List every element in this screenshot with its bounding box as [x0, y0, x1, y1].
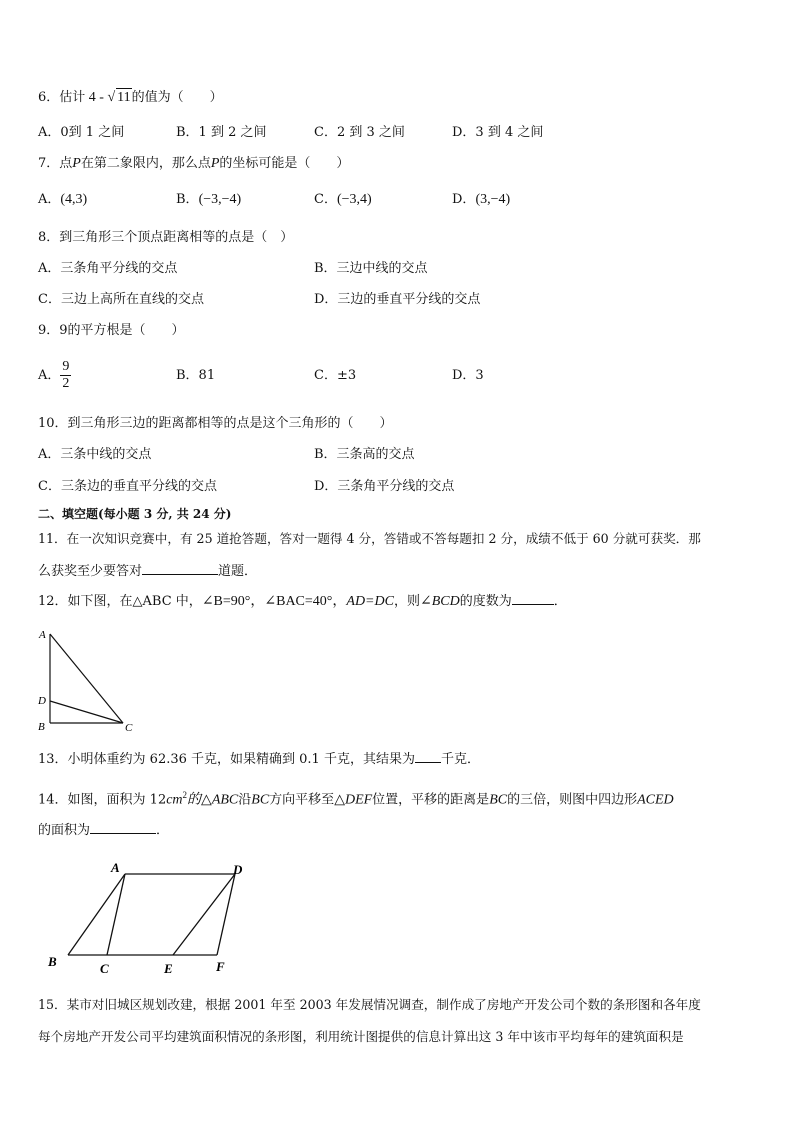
q6-stem-end: 的值为（ ） — [131, 90, 223, 105]
q14-label-b: B — [48, 954, 57, 969]
q6-option-d[interactable]: D．3 到 4 之间 — [452, 125, 544, 140]
q7-option-d[interactable]: D．(3,−4) — [452, 192, 511, 207]
q6-option-b[interactable]: B．1 到 2 之间 — [176, 125, 267, 140]
q7-option-c[interactable]: C．(−3,4) — [314, 192, 372, 207]
q8-option-c[interactable]: C．三边上高所在直线的交点 — [38, 292, 204, 307]
q8-option-b[interactable]: B．三边中线的交点 — [314, 261, 428, 276]
q12-answer-blank[interactable] — [512, 592, 554, 605]
q14-label-a: A — [111, 860, 120, 875]
q14-label-f: F — [216, 959, 225, 974]
q7-option-b[interactable]: B．(−3,−4) — [176, 192, 242, 207]
q6-option-c[interactable]: C．2 到 3 之间 — [314, 125, 405, 140]
q13-answer-blank[interactable] — [415, 750, 441, 763]
question-15-line2: 每个房地产开发公司平均建筑面积情况的条形图，利用统计图提供的信息计算出这 3 年中该市平均每年的建筑面积是 — [38, 1029, 684, 1044]
q9-option-a[interactable]: A． $\frac{9}{2}$ — [38, 359, 70, 391]
q10-option-c[interactable]: C．三条边的垂直平分线的交点 — [38, 479, 217, 494]
q14-translation-figure — [40, 854, 260, 980]
section-title: 二、填空题(每小题 3 分, 共 24 分) — [38, 507, 232, 521]
q6-option-a[interactable]: A．0到 1 之间 — [38, 125, 125, 140]
q10-option-d[interactable]: D．三条角平分线的交点 — [314, 479, 455, 494]
q12-label-c: C — [125, 722, 133, 734]
question-7: 7．点P在第二象限内，那么点P的坐标可能是（ ） — [38, 156, 350, 171]
question-15-line1: 15．某市对旧城区规划改建，根据 2001 年至 2003 年发展情况调查，制作成了房地产开发公司个数的条形图和各年度 — [38, 997, 701, 1012]
q10-option-a[interactable]: A．三条中线的交点 — [38, 447, 152, 462]
question-6 — [38, 88, 223, 107]
question-13: 13．小明体重约为 62.36 千克，如果精确到 0.1 千克，其结果为 千克． — [38, 752, 480, 767]
q6-number: 6．估计 — [38, 90, 86, 105]
q9-option-c[interactable]: C．±3 — [314, 368, 357, 383]
q8-option-d[interactable]: D．三边的垂直平分线的交点 — [314, 292, 481, 307]
q9-option-d[interactable]: D．3 — [452, 368, 484, 383]
q7-option-a[interactable]: A．(4,3) — [38, 192, 88, 207]
question-11-line1: 11．在一次知识竞赛中，有 25 道抢答题，答对一题得 4 分，答错或不答每题扣 2 分，成绩不低于 60 分就可获奖．那 — [38, 531, 701, 546]
q9-option-b[interactable]: B．81 — [176, 368, 216, 383]
q7-point-p: P — [72, 156, 81, 171]
q14-label-e: E — [164, 961, 173, 976]
q6-expr: 4 - √ 11 — [88, 90, 131, 105]
question-14-line2: 的面积为 ． — [38, 823, 170, 838]
q11-answer-blank[interactable] — [142, 562, 218, 575]
q7-point-p2: P — [210, 156, 220, 171]
q14-answer-blank[interactable] — [90, 821, 156, 834]
q12-label-a: A — [39, 629, 46, 641]
question-10: 10．到三角形三边的距离都相等的点是这个三角形的（ ） — [38, 416, 393, 431]
q12-triangle-figure — [34, 624, 144, 736]
q9-fraction: $\frac{9}{2}$ — [62, 359, 70, 391]
q14-label-d: D — [233, 862, 243, 877]
q8-option-a[interactable]: A．三条角平分线的交点 — [38, 261, 178, 276]
q12-label-b: B — [38, 721, 45, 733]
question-11-line2: 么获奖至少要答对 道题． — [38, 564, 258, 579]
q10-option-b[interactable]: B．三条高的交点 — [314, 447, 415, 462]
q6-radicand: 11 — [117, 90, 131, 105]
question-12: 12．如下图，在△ABC 中，∠B=90°，∠BAC=40°，AD=DC，则∠BCD的度数为 ． — [38, 594, 567, 609]
q14-label-c: C — [100, 961, 109, 976]
question-14-line1: 14．如图，面积为 $12cm^2$的△ABC沿BC方向平移至△DEF位置，平移的距离是BC的三倍，则图中四边形ACED — [38, 790, 674, 808]
question-8: 8．到三角形三个顶点距离相等的点是（ ） — [38, 230, 294, 245]
question-9: 9．9的平方根是（ ） — [38, 323, 185, 338]
q12-label-d: D — [38, 695, 46, 707]
